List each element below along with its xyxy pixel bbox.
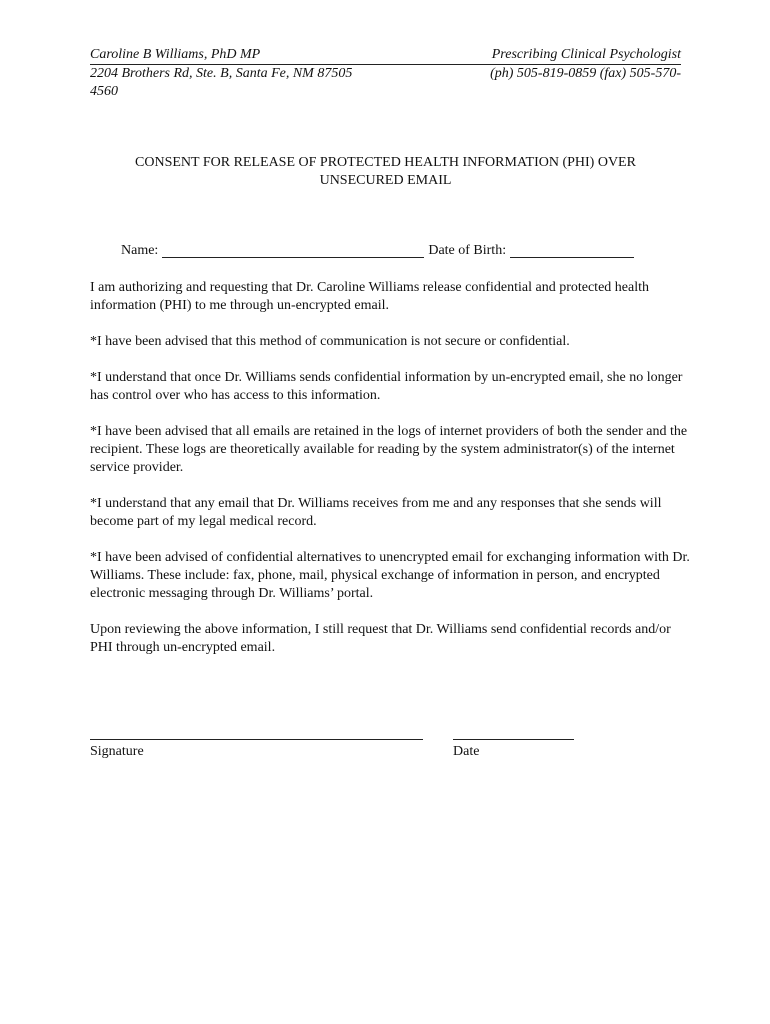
document-title (90, 154, 681, 190)
paragraph-not-secure: *I have been advised that this method of communication is not secure or confidential. (90, 334, 570, 349)
provider-zip-suffix: 4560 (90, 84, 118, 99)
paragraph-authorization: I am authorizing and requesting that Dr. Caroline Williams release confidential and protected health information (PHI) to me through un-encrypted email. (90, 280, 649, 313)
dob-label: Date of Birth: (428, 243, 507, 258)
date-field[interactable] (453, 739, 574, 740)
provider-role: Prescribing Clinical Psychologist (491, 47, 681, 62)
provider-name: Caroline B Williams, PhD MP (90, 47, 261, 62)
title-line-1: CONSENT FOR RELEASE OF PROTECTED HEALTH INFORMATION (PHI) OVER (135, 155, 636, 170)
provider-address: 2204 Brothers Rd, Ste. B, Santa Fe, NM 87505 (90, 66, 353, 81)
letterhead (90, 46, 681, 101)
patient-info-line (121, 242, 638, 260)
paragraph-medical-record: *I understand that any email that Dr. Williams receives from me and any responses that she sends will become part of my legal medical record. (90, 496, 662, 529)
name-label: Name: (121, 243, 159, 258)
paragraph-logs: *I have been advised that all emails are retained in the logs of internet providers of both the sender and the recipient. These logs are theoretically available for reading by the system administrator(s) of the internet service provider. (90, 424, 688, 475)
signature-label: Signature (90, 744, 144, 759)
consent-body (90, 279, 690, 675)
title-line-2: UNSECURED EMAIL (319, 173, 452, 188)
letterhead-row-3 (90, 83, 681, 101)
paragraph-alternatives: *I have been advised of confidential alternatives to unencrypted email for exchanging information with Dr. Williams. These include: fax, phone, mail, physical exchange of information in person, and encrypted electronic messaging through Dr. Williams’ portal. (90, 550, 690, 601)
name-field[interactable] (162, 243, 424, 258)
paragraph-request: Upon reviewing the above information, I still request that Dr. Williams send confidential records and/or PHI through un-encrypted email. (90, 622, 671, 655)
letterhead-row-1 (90, 46, 681, 65)
dob-field[interactable] (510, 243, 634, 258)
date-label: Date (453, 744, 480, 759)
paragraph-no-control: *I understand that once Dr. Williams sends confidential information by un-encrypted email, she no longer has control over who has access to this information. (90, 370, 683, 403)
letterhead-row-2 (90, 65, 681, 83)
provider-phone-fax: (ph) 505-819-0859 (fax) 505-570- (490, 66, 681, 81)
signature-field[interactable] (90, 739, 423, 740)
